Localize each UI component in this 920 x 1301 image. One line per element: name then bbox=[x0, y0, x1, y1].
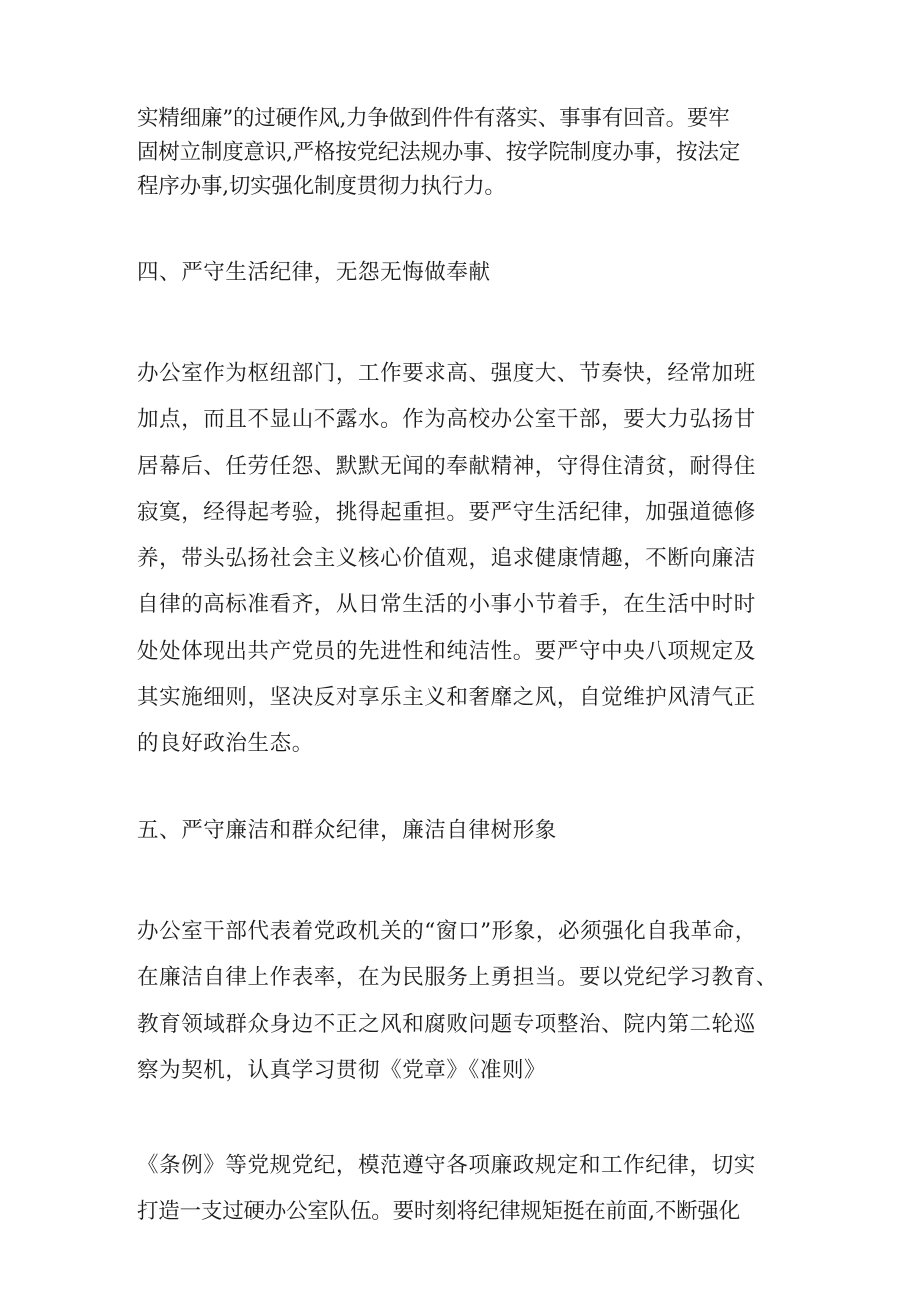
text-line: 办公室干部代表着党政机关的“窗口”形象，必须强化自我革命， bbox=[137, 919, 757, 944]
text-line: 程序办事,切实强化制度贯彻力执行力。 bbox=[137, 174, 506, 199]
text-line: 察为契机，认真学习贯彻《党章》《准则》 bbox=[137, 1057, 547, 1083]
paragraph-regulations bbox=[137, 1143, 787, 1236]
text-line: 的良好政治生态。 bbox=[137, 731, 314, 757]
text-line: 养，带头弘扬社会主义核心价值观，追求健康情趣，不断向廉洁 bbox=[137, 546, 756, 572]
section-heading-4: 四、严守生活纪律，无怨无悔做奉献 bbox=[137, 260, 491, 285]
text-line: 《条例》等党规党纪，模范遵守各项廉政规定和工作纪律，切实 bbox=[137, 1153, 756, 1178]
text-line: 自律的高标准看齐，从日常生活的小事小节着手，在生活中时时 bbox=[137, 592, 756, 618]
paragraph-work-style bbox=[137, 102, 787, 204]
text-line: 寂寞，经得起考验，挑得起重担。要严守生活纪律，加强道德修 bbox=[137, 499, 756, 525]
paragraph-life-discipline bbox=[137, 351, 787, 768]
text-line: 实精细廉”的过硬作风,力争做到件件有落实、事事有回音。要牢 bbox=[137, 106, 730, 131]
text-line: 居幕后、任劳任怨、默默无闻的奉献精神，守得住清贫，耐得住 bbox=[137, 453, 756, 479]
text-line: 加点，而且不显山不露水。作为高校办公室干部，要大力弘扬甘 bbox=[137, 407, 756, 433]
text-line: 打造一支过硬办公室队伍。要时刻将纪律规矩挺在前面,不断强化 bbox=[137, 1199, 741, 1225]
text-line: 教育领域群众身边不正之风和腐败问题专项整治、院内第二轮巡 bbox=[137, 1011, 756, 1037]
paragraph-integrity-discipline bbox=[137, 909, 787, 1094]
text-line: 在廉洁自律上作表率，在为民服务上勇担当。要以党纪学习教育、 bbox=[137, 965, 778, 991]
text-line: 固树立制度意识,严格按党纪法规办事、按学院制度办事，按法定 bbox=[137, 140, 741, 165]
text-line: 办公室作为枢纽部门，工作要求高、强度大、节奏快，经常加班 bbox=[137, 361, 756, 386]
text-line: 其实施细则，坚决反对享乐主义和奢靡之风，自觉维护风清气正 bbox=[137, 685, 756, 711]
section-heading-5: 五、严守廉洁和群众纪律，廉洁自律树形象 bbox=[137, 818, 557, 843]
text-line: 处处体现出共产党员的先进性和纯洁性。要严守中央八项规定及 bbox=[137, 638, 756, 664]
